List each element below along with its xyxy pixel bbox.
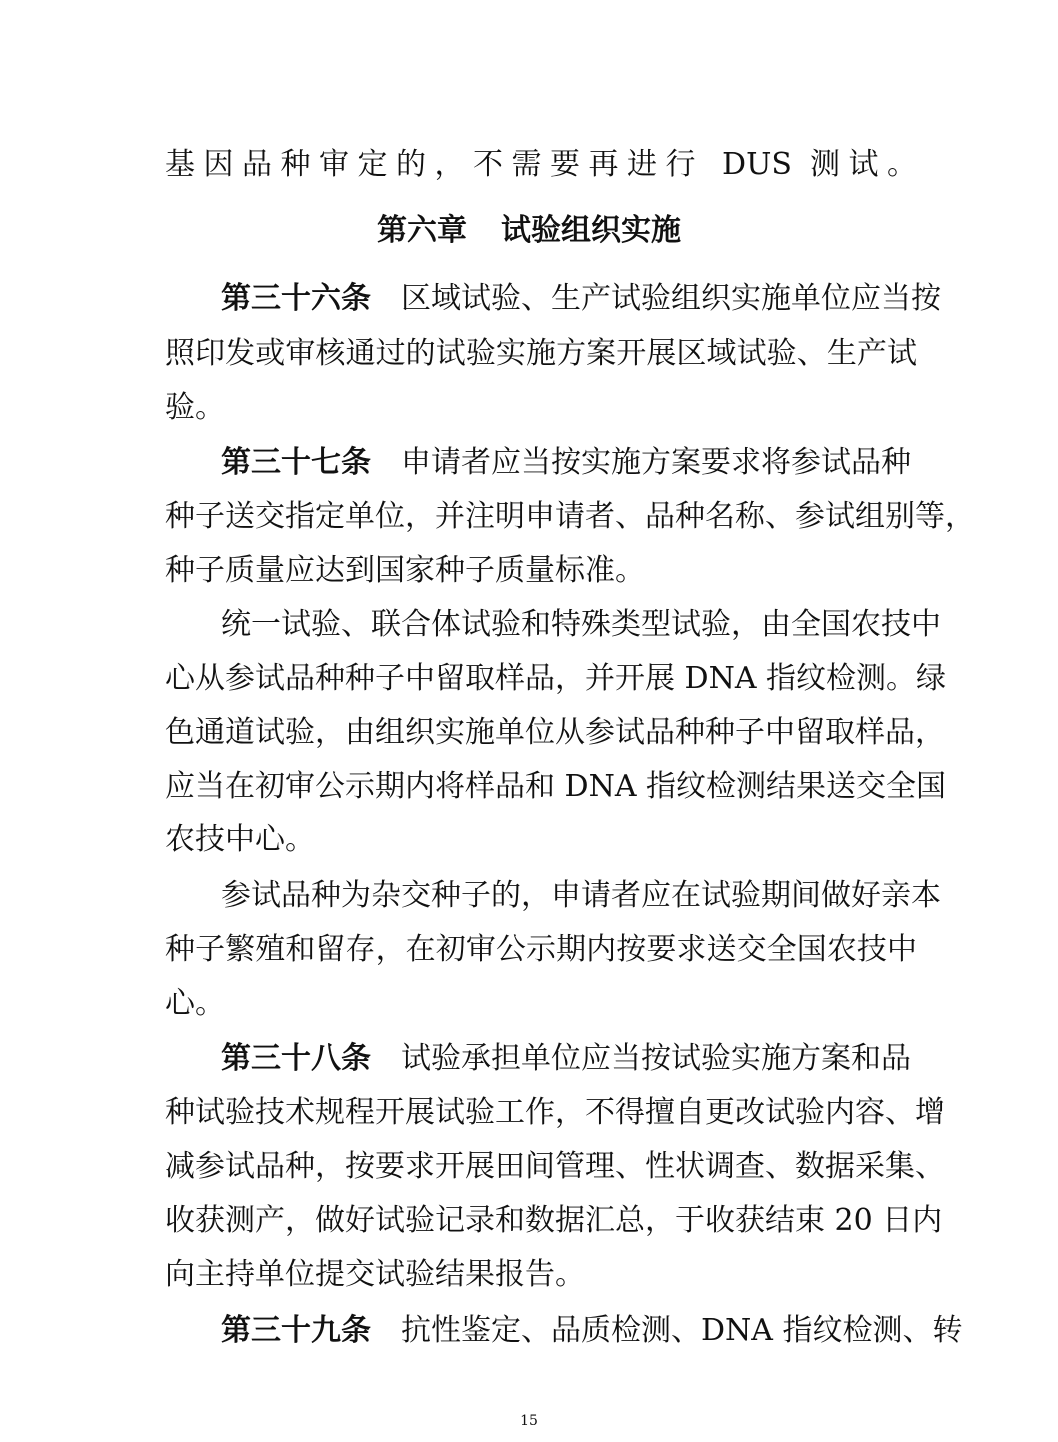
article-number: 第三十七条 — [221, 445, 371, 480]
text-line: 色通道试验，由组织实施单位从参试品种种子中留取样品， — [165, 715, 945, 750]
text-line: 向主持单位提交试验结果报告。 — [165, 1257, 585, 1292]
chapter-number: 第六章 — [377, 213, 467, 248]
text-line: 抗性鉴定、品质检测、DNA 指纹检测、转 — [401, 1313, 963, 1348]
article-36-first-line — [221, 279, 941, 319]
text-line: 应当在初审公示期内将样品和 DNA 指纹检测结果送交全国 — [165, 769, 947, 804]
article-37-first-line — [221, 443, 917, 483]
article-number: 第三十九条 — [221, 1313, 371, 1348]
text-line: 种子繁殖和留存，在初审公示期内按要求送交全国农技中 — [165, 932, 917, 967]
article-39-first-line — [221, 1311, 963, 1351]
text-line: 试验承担单位应当按试验实施方案和品 — [401, 1041, 911, 1076]
text-line: 心。 — [165, 986, 225, 1021]
text-line: 照印发或审核通过的试验实施方案开展区域试验、生产试 — [165, 336, 917, 371]
text-line: 收获测产，做好试验记录和数据汇总，于收获结束 20 日内 — [165, 1203, 943, 1238]
text-line: 参试品种为杂交种子的，申请者应在试验期间做好亲本 — [221, 878, 941, 913]
page-number: 15 — [520, 1413, 538, 1429]
article-number: 第三十六条 — [221, 281, 371, 316]
text-line: 申请者应当按实施方案要求将参试品种 — [401, 445, 911, 480]
text-line: 种子送交指定单位，并注明申请者、品种名称、参试组别等， — [165, 499, 975, 534]
text-line: 统一试验、联合体试验和特殊类型试验，由全国农技中 — [221, 607, 941, 642]
text-line: 心从参试品种种子中留取样品，并开展 DNA 指纹检测。绿 — [165, 661, 947, 696]
text-line: 种子质量应达到国家种子质量标准。 — [165, 553, 645, 588]
text-line: 农技中心。 — [165, 822, 315, 857]
text-line: 区域试验、生产试验组织实施单位应当按 — [401, 281, 941, 316]
chapter-heading — [0, 211, 1058, 251]
chapter-title: 试验组织实施 — [501, 213, 681, 248]
text-line: 减参试品种，按要求开展田间管理、性状调查、数据采集、 — [165, 1149, 945, 1184]
text-line: 基因品种审定的，不需要再进行 DUS 测试。 — [165, 147, 917, 182]
text-line: 验。 — [165, 390, 225, 425]
article-38-first-line — [221, 1039, 917, 1079]
text-line: 种试验技术规程开展试验工作，不得擅自更改试验内容、增 — [165, 1095, 945, 1130]
article-number: 第三十八条 — [221, 1041, 371, 1076]
